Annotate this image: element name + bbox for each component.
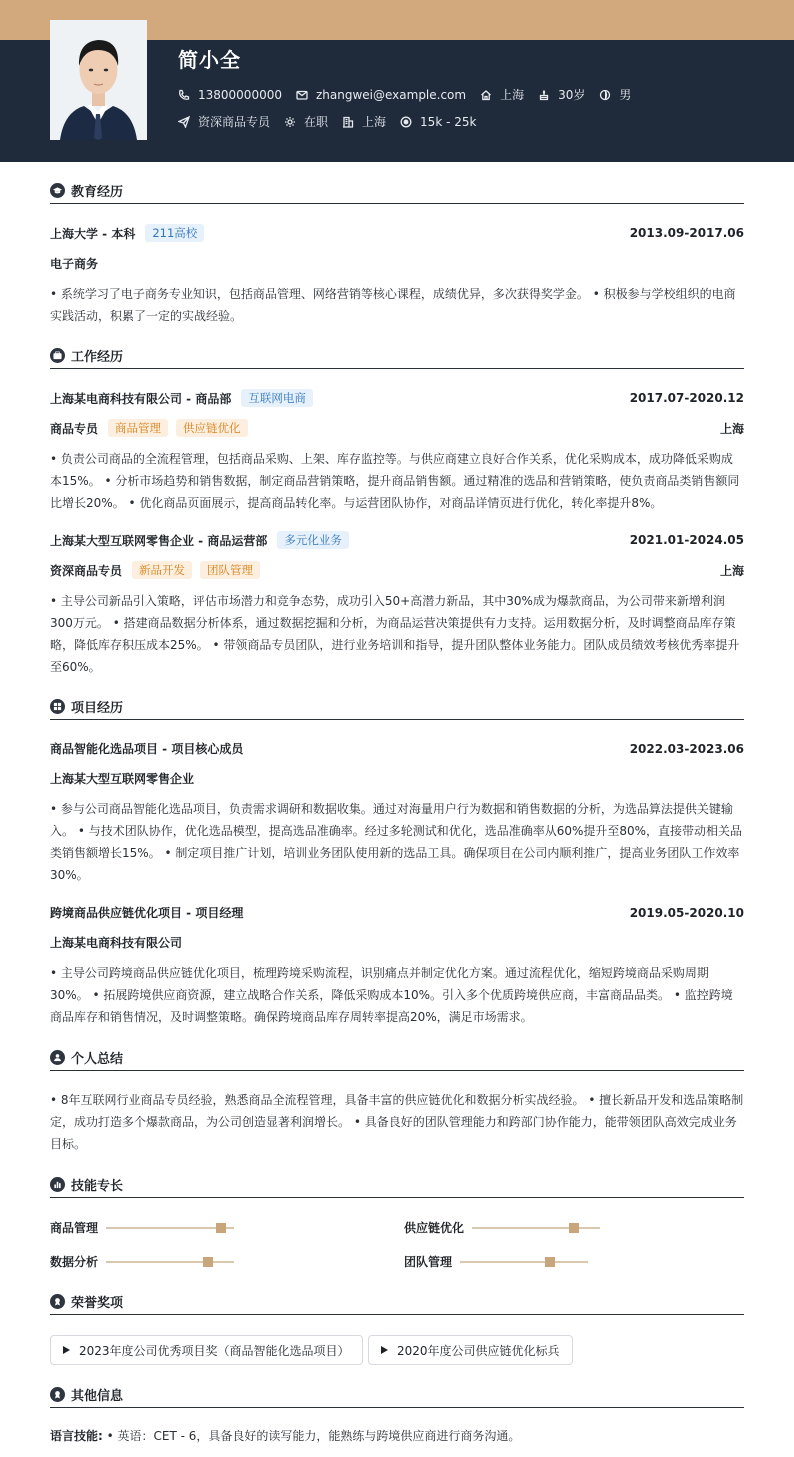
project-0-name: 商品智能化选品项目 - 项目核心成员 (50, 742, 244, 756)
award-item (368, 1335, 573, 1365)
work-1-role-row (50, 561, 744, 579)
education-section-title: 教育经历 (50, 178, 744, 204)
education-date: 2013.09-2017.06 (629, 226, 744, 240)
summary-section-title: 个人总结 (50, 1045, 744, 1071)
work-0-role-row (50, 419, 744, 437)
project-0-org: 上海某大型互联网零售企业 (50, 772, 195, 786)
grid-icon (50, 699, 65, 714)
phone-item (178, 88, 282, 102)
skill-bar (460, 1261, 588, 1263)
target-position-item (178, 113, 270, 130)
skill-item (404, 1219, 600, 1236)
target-city-text: 上海 (362, 115, 387, 129)
gender-icon (599, 89, 611, 101)
age-text: 30岁 (558, 88, 586, 102)
summary-text: • 8年互联网行业商品专员经验，熟悉商品全流程管理，具备丰富的供应链优化和数据分析实战经验。 • 擅长新品开发和选品策略制定，成功打造多个爆款商品，为公司创造显著利润增长。 • 具备良好的团队管理能力和跨部门协作能力，能带领团队高效完成业务目标。 (50, 1093, 744, 1151)
job-intent-row (178, 113, 490, 130)
project-1-header-row (50, 904, 744, 921)
project-0-description: • 参与公司商品智能化选品项目，负责需求调研和数据收集。通过对海量用户行为数据和销售数据的分析，为选品算法提供关键输入。 • 与技术团队协作，优化选品模型，提高选品准确率。经过多轮测试和优化，选品准确率从60%提升至80%，直接带动相关品类销售额增长15%。 • 制定项目推广计划，培训业务团队使用新的选品工具。确保项目在公司内顺利推广，提高业务团队工作效率30%。 (50, 802, 743, 882)
work-0-skill-tag: 商品管理 (108, 419, 168, 437)
skill-bar (472, 1227, 600, 1229)
language-text: • 英语：CET - 6，具备良好的读写能力，能熟练与跨境供应商进行商务沟通。 (106, 1429, 521, 1443)
skill-level-marker (569, 1223, 579, 1233)
skills-section-title: 技能专长 (50, 1172, 744, 1198)
language-label: 语言技能: (50, 1429, 103, 1443)
skill-level-marker (216, 1223, 226, 1233)
work-1-location: 上海 (719, 563, 744, 578)
phone-text: 13800000000 (198, 87, 282, 102)
skill-item (50, 1253, 234, 1270)
skill-name: 供应链优化 (404, 1221, 465, 1235)
send-icon (178, 116, 190, 128)
salary-text: 15k - 25k (420, 114, 477, 129)
email-text: zhangwei@example.com (315, 87, 467, 102)
mail-icon (296, 89, 308, 101)
age-icon (538, 89, 550, 101)
work-1-description: • 主导公司新品引入策略，评估市场潜力和竞争态势，成功引入50+高潜力新品，其中30%成为爆款商品，为公司带来新增利润300万元。 • 搭建商品数据分析体系，通过数据挖掘和分析，为商品运营决策提供有力支持。运用数据分析，及时调整商品库存策略，降低库存积压成本25%。 • 带领商品专员团队，进行业务培训和指导，提升团队整体业务能力。团队成员绩效考核优秀率提升至60%。 (50, 594, 740, 674)
work-1-skill-tag: 团队管理 (200, 561, 260, 579)
work-0-location: 上海 (719, 421, 744, 436)
award-item (50, 1335, 363, 1365)
gender-text: 男 (619, 88, 632, 102)
work-0-company: 上海某电商科技有限公司 - 商品部 (50, 391, 232, 406)
work-1-role: 资深商品专员 (50, 563, 123, 578)
city-item (480, 86, 524, 103)
work-1-skill-tag: 新品开发 (132, 561, 192, 579)
school-tag: 211高校 (145, 224, 204, 242)
project-1-date: 2019.05-2020.10 (629, 905, 744, 920)
work-0-tag: 互联网电商 (241, 389, 313, 407)
target-city-item (342, 113, 386, 130)
award-icon (50, 1387, 65, 1402)
education-description: • 系统学习了电子商务专业知识，包括商品管理、网络营销等核心课程，成绩优异，多次获得奖学金。 • 积极参与学校组织的电商实践活动，积累了一定的实战经验。 (50, 287, 736, 323)
projects-section-title: 项目经历 (50, 694, 744, 720)
status-item (284, 113, 328, 130)
bar-chart-icon (50, 1177, 65, 1192)
salary-item (400, 115, 476, 129)
user-icon (50, 1050, 65, 1065)
school-name: 上海大学 - 本科 (50, 226, 136, 241)
city-text: 上海 (500, 88, 525, 102)
skill-item (50, 1219, 234, 1236)
email-item (296, 88, 466, 102)
graduation-cap-icon (50, 183, 65, 198)
salary-icon (400, 116, 412, 128)
skill-name: 团队管理 (404, 1255, 453, 1269)
building-icon (342, 116, 354, 128)
skill-level-marker (203, 1257, 213, 1267)
work-0-skill-tag: 供应链优化 (176, 419, 248, 437)
work-1-tag: 多元化业务 (277, 531, 349, 549)
project-0-date: 2022.03-2023.06 (629, 741, 744, 756)
project-1-org: 上海某电商科技有限公司 (50, 936, 183, 950)
award-text: 2020年度公司供应链优化标兵 (397, 1343, 560, 1358)
skill-level-marker (545, 1257, 555, 1267)
skill-name: 商品管理 (50, 1221, 99, 1235)
education-major-row (50, 255, 744, 272)
work-1-header-row (50, 531, 744, 549)
profile-photo (50, 20, 147, 140)
home-icon (480, 89, 492, 101)
skill-bar (106, 1227, 234, 1229)
work-0-role: 商品专员 (50, 421, 99, 436)
gender-item (599, 86, 631, 103)
work-1-date: 2021.01-2024.05 (629, 533, 744, 547)
gear-icon (284, 116, 296, 128)
project-1-name: 跨境商品供应链优化项目 - 项目经理 (50, 906, 244, 920)
phone-icon (178, 89, 190, 101)
play-icon (63, 1346, 70, 1354)
profile-name: 简小全 (178, 48, 241, 72)
work-0-description: • 负责公司商品的全流程管理，包括商品采购、上架、库存监控等。与供应商建立良好合作关系，优化采购成本，成功降低采购成本15%。 • 分析市场趋势和销售数据，制定商品营销策略，提升商品销售额。通过精准的选品和营销策略，使负责商品类销售额同比增长20%。 • 优化商品页面展示，提高商品转化率。与运营团队协作，对商品详情页进行优化，转化率提升8%。 (50, 452, 740, 510)
play-icon (381, 1346, 388, 1354)
contact-row (178, 86, 645, 103)
major-name: 电子商务 (50, 257, 99, 271)
briefcase-icon (50, 348, 65, 363)
language-skill-row (50, 1427, 520, 1444)
status-text: 在职 (304, 115, 329, 129)
work-0-date: 2017.07-2020.12 (629, 391, 744, 405)
project-0-header-row (50, 740, 744, 757)
project-1-description: • 主导公司跨境商品供应链优化项目，梳理跨境采购流程，识别痛点并制定优化方案。通过流程优化，缩短跨境商品采购周期30%。 • 拓展跨境供应商资源，建立战略合作关系，降低采购成本10%。引入多个优质跨境供应商，丰富商品品类。 • 监控跨境商品库存和销售情况，及时调整策略。确保跨境商品库存周转率提高20%，满足市场需求。 (50, 966, 733, 1024)
education-header-row (50, 224, 744, 242)
award-icon (50, 1294, 65, 1309)
target-position-text: 资深商品专员 (198, 115, 271, 129)
project-1-org-row (50, 934, 744, 951)
project-0-org-row (50, 770, 744, 787)
award-text: 2023年度公司优秀项目奖（商品智能化选品项目） (79, 1343, 350, 1358)
other-section-title: 其他信息 (50, 1382, 744, 1408)
skill-bar (106, 1261, 234, 1263)
age-item (538, 86, 585, 103)
work-section-title: 工作经历 (50, 343, 744, 369)
awards-section-title: 荣誉奖项 (50, 1289, 744, 1315)
work-1-company: 上海某大型互联网零售企业 - 商品运营部 (50, 533, 268, 548)
skill-name: 数据分析 (50, 1255, 99, 1269)
skill-item (404, 1253, 588, 1270)
work-0-header-row (50, 389, 744, 407)
